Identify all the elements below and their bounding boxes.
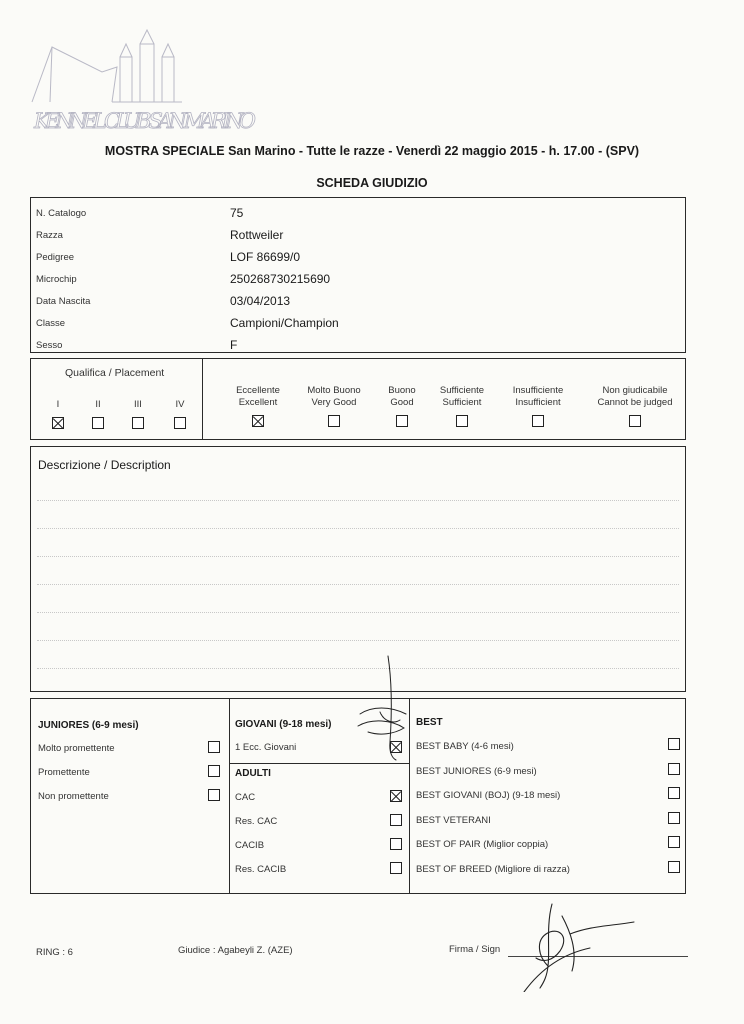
qualification-label-it: Eccellente [236, 385, 280, 396]
field-value: 03/04/2013 [230, 294, 291, 308]
place-label: III [134, 399, 142, 410]
best-checkbox[interactable] [668, 763, 680, 775]
kennel-club-logo [22, 22, 262, 134]
best-checkbox[interactable] [668, 812, 680, 824]
qualification-label-en: Good [390, 397, 414, 408]
qualification-label-en: Insufficient [515, 397, 561, 408]
field-label: Pedigree [36, 252, 75, 263]
event-title: MOSTRA SPECIALE San Marino - Tutte le razze - Venerdì 22 maggio 2015 - h. 17.00 - (SPV) [104, 144, 640, 158]
sign-label: Firma / Sign [449, 944, 501, 955]
qualification-label-it: Buono [388, 385, 416, 396]
place-checkbox[interactable] [52, 417, 64, 429]
best-item-label: BEST VETERANI [416, 814, 491, 826]
best-checkbox[interactable] [668, 738, 680, 750]
field-label: Microchip [36, 274, 77, 285]
best-checkbox[interactable] [668, 861, 680, 873]
giovani-title: GIOVANI (9-18 mesi) [235, 719, 332, 730]
qualification-label-it: Sufficiente [439, 385, 485, 396]
qualification-checkbox[interactable] [456, 415, 468, 427]
judge-name: Giudice : Agabeyli Z. (AZE) [178, 945, 293, 956]
juniores-checkbox[interactable] [208, 741, 220, 753]
best-item-label: BEST BABY (4-6 mesi) [416, 741, 514, 752]
field-label: Sesso [36, 340, 63, 351]
qualification-label-en: Sufficient [442, 397, 482, 408]
juniores-item-label: Molto promettente [38, 743, 115, 754]
best-item-label: BEST OF PAIR (Miglior coppia) [416, 839, 549, 850]
qualification-label-it: Insufficiente [512, 385, 564, 396]
place-checkbox[interactable] [174, 417, 186, 429]
field-label: Data Nascita [36, 296, 91, 307]
place-checkbox[interactable] [132, 417, 144, 429]
field-value: F [230, 338, 238, 352]
best-checkbox[interactable] [668, 787, 680, 799]
best-item-label: BEST JUNIORES (6-9 mesi) [416, 765, 537, 777]
field-label: Classe [36, 318, 66, 329]
description-label: Descrizione / Description [38, 458, 171, 472]
best-item-label: BEST GIOVANI (BOJ) (9-18 mesi) [416, 790, 561, 801]
adulti-item-label: Res. CAC [235, 816, 278, 827]
best-checkbox[interactable] [668, 836, 680, 848]
juniores-item-label: Non promettente [38, 791, 109, 802]
best-title: BEST [416, 717, 443, 728]
juniores-checkbox[interactable] [208, 789, 220, 801]
adulti-checkbox[interactable] [390, 862, 402, 874]
qualification-checkbox[interactable] [396, 415, 408, 427]
field-value: 250268730215690 [230, 272, 331, 286]
best-item-label: BEST OF BREED (Migliore di razza) [416, 863, 570, 875]
adulti-item-label: CACIB [235, 840, 265, 851]
qualification-checkbox[interactable] [629, 415, 641, 427]
place-label: II [95, 399, 101, 410]
qualification-label-it: Molto Buono [307, 385, 361, 396]
ring-number: RING : 6 [36, 947, 73, 958]
logo-text: KENNEL CLUB SAN MARINO [34, 109, 256, 133]
giovani-item-label: 1 Ecc. Giovani [235, 742, 297, 753]
placement-title: Qualifica / Placement [65, 367, 165, 379]
adulti-item-label: CAC [235, 792, 256, 803]
qualification-label-it: Non giudicabile [602, 385, 668, 396]
placement-box [30, 358, 686, 440]
dog-details-box [30, 197, 686, 353]
adulti-checkbox[interactable] [390, 838, 402, 850]
field-label: Razza [36, 230, 63, 241]
qualification-label-en: Excellent [238, 397, 278, 408]
qualification-checkbox[interactable] [532, 415, 544, 427]
qualification-label-en: Very Good [311, 397, 357, 408]
juniores-title: JUNIORES (6-9 mesi) [38, 720, 139, 731]
place-label: IV [175, 399, 185, 410]
field-value: Campioni/Champion [230, 316, 339, 330]
place-label: I [56, 399, 60, 410]
qualification-checkbox[interactable] [328, 415, 340, 427]
adulti-checkbox[interactable] [390, 790, 402, 802]
qualification-checkbox[interactable] [252, 415, 264, 427]
adulti-checkbox[interactable] [390, 814, 402, 826]
adulti-title: ADULTI [235, 768, 271, 779]
field-value: LOF 86699/0 [230, 250, 301, 264]
field-label: N. Catalogo [36, 208, 87, 219]
place-checkbox[interactable] [92, 417, 104, 429]
juniores-checkbox[interactable] [208, 765, 220, 777]
cac-signature-scribble [340, 652, 420, 762]
sheet-title: SCHEDA GIUDIZIO [316, 176, 428, 190]
field-value: 75 [230, 206, 244, 220]
judge-signature [500, 896, 650, 992]
adulti-item-label: Res. CACIB [235, 864, 287, 875]
juniores-item-label: Promettente [38, 767, 90, 778]
qualification-label-en: Cannot be judged [597, 397, 673, 408]
field-value: Rottweiler [230, 228, 284, 242]
